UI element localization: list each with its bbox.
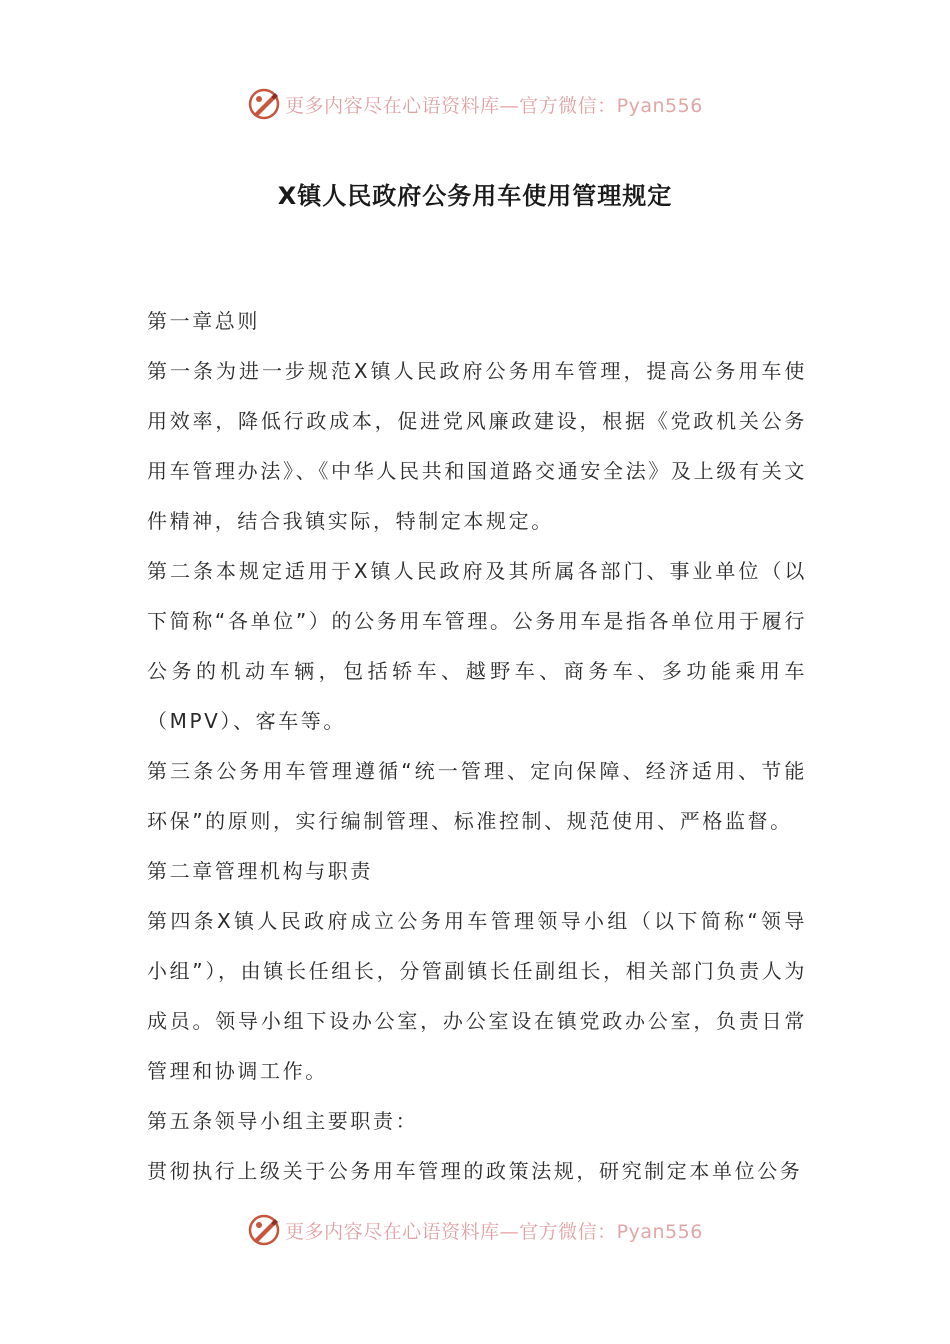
banner-text: 更多内容尽在心语资料库—官方微信：Pyan556: [285, 1220, 703, 1243]
footer-watermark-banner: [0, 1208, 950, 1252]
pen-logo-icon: [247, 87, 281, 121]
article-paragraph: 第三条公务用车管理遵循“统一管理、定向保障、经济适用、节能环保”的原则，实行编制管理、标准控制、规范使用、严格监督。: [147, 759, 807, 833]
pen-logo-icon: [247, 1213, 281, 1247]
article-paragraph: 第五条领导小组主要职责：: [147, 1109, 419, 1133]
header-watermark-banner: [0, 82, 950, 126]
chapter-heading: 第二章管理机构与职责: [147, 859, 373, 883]
article-paragraph: 第一条为进一步规范X镇人民政府公务用车管理，提高公务用车使用效率，降低行政成本，促进党风廉政建设，根据《党政机关公务用车管理办法》、《中华人民共和国道路交通安全法》及上级有关文件精神，结合我镇实际，特制定本规定。: [147, 359, 807, 533]
document-body: [147, 296, 807, 1196]
article-paragraph: 第二条本规定适用于X镇人民政府及其所属各部门、事业单位（以下简称“各单位”）的公务用车管理。公务用车是指各单位用于履行公务的机动车辆，包括轿车、越野车、商务车、多功能乘用车（MPV）、客车等。: [147, 559, 807, 733]
chapter-heading: 第一章总则: [147, 309, 260, 333]
document-title: X镇人民政府公务用车使用管理规定: [277, 182, 673, 210]
banner-text: 更多内容尽在心语资料库—官方微信：Pyan556: [285, 94, 703, 117]
article-paragraph: 贯彻执行上级关于公务用车管理的政策法规，研究制定本单位公务: [147, 1159, 803, 1183]
article-paragraph: 第四条X镇人民政府成立公务用车管理领导小组（以下简称“领导小组”），由镇长任组长，分管副镇长任副组长，相关部门负责人为成员。领导小组下设办公室，办公室设在镇党政办公室，负责日常管理和协调工作。: [147, 909, 807, 1083]
